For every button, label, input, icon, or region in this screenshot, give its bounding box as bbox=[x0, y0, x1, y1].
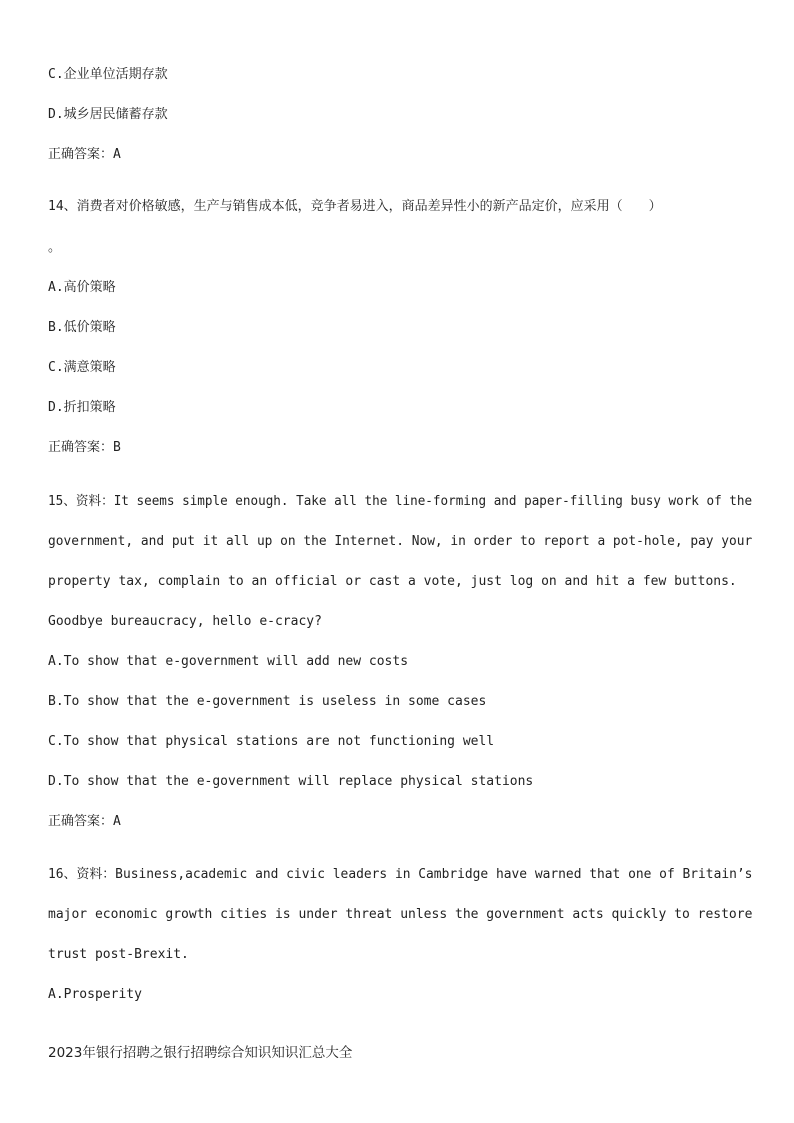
q16-stem-line2: major economic growth cities is under threat unless the government acts quickly to restore bbox=[48, 907, 753, 922]
q14-stem-line2: 。 bbox=[48, 240, 62, 255]
q14-option-c: C.满意策略 bbox=[48, 360, 116, 375]
q16-stem-line1: 16、资料：Business,academic and civic leaders in Cambridge have warned that one of Britain’s bbox=[48, 867, 753, 882]
q15-stem-line1: 15、资料：It seems simple enough. Take all the line-forming and paper-filling busy work of the bbox=[48, 494, 753, 509]
q14-option-d: D.折扣策略 bbox=[48, 400, 116, 415]
q15-stem-line3: property tax, complain to an official or cast a vote, just log on and hit a few buttons. bbox=[48, 574, 737, 589]
page-footer: 2023年银行招聘之银行招聘综合知识知识汇总大全 bbox=[48, 1045, 353, 1061]
q16-stem-line3: trust post-Brexit. bbox=[48, 947, 189, 962]
q14-option-a: A.高价策略 bbox=[48, 280, 116, 295]
q15-stem-line2: government, and put it all up on the Internet. Now, in order to report a pot-hole, pay your bbox=[48, 534, 753, 549]
q14-stem-line1: 14、消费者对价格敏感，生产与销售成本低，竞争者易进入，商品差异性小的新产品定价，应采用（ ） bbox=[48, 199, 662, 214]
q13-answer: 正确答案：A bbox=[48, 147, 121, 162]
q13-option-d: D.城乡居民储蓄存款 bbox=[48, 107, 168, 122]
q15-option-d: D.To show that the e-government will replace physical stations bbox=[48, 774, 534, 789]
q15-stem-line4: Goodbye bureaucracy, hello e-cracy? bbox=[48, 614, 322, 629]
q15-option-b: B.To show that the e-government is useless in some cases bbox=[48, 694, 487, 709]
q15-option-c: C.To show that physical stations are not functioning well bbox=[48, 734, 495, 749]
q16-option-a: A.Prosperity bbox=[48, 987, 142, 1002]
q14-option-b: B.低价策略 bbox=[48, 320, 116, 335]
q14-answer: 正确答案：B bbox=[48, 440, 121, 455]
q15-option-a: A.To show that e-government will add new costs bbox=[48, 654, 409, 669]
q13-option-c: C.企业单位活期存款 bbox=[48, 67, 168, 82]
q15-answer: 正确答案：A bbox=[48, 814, 121, 829]
